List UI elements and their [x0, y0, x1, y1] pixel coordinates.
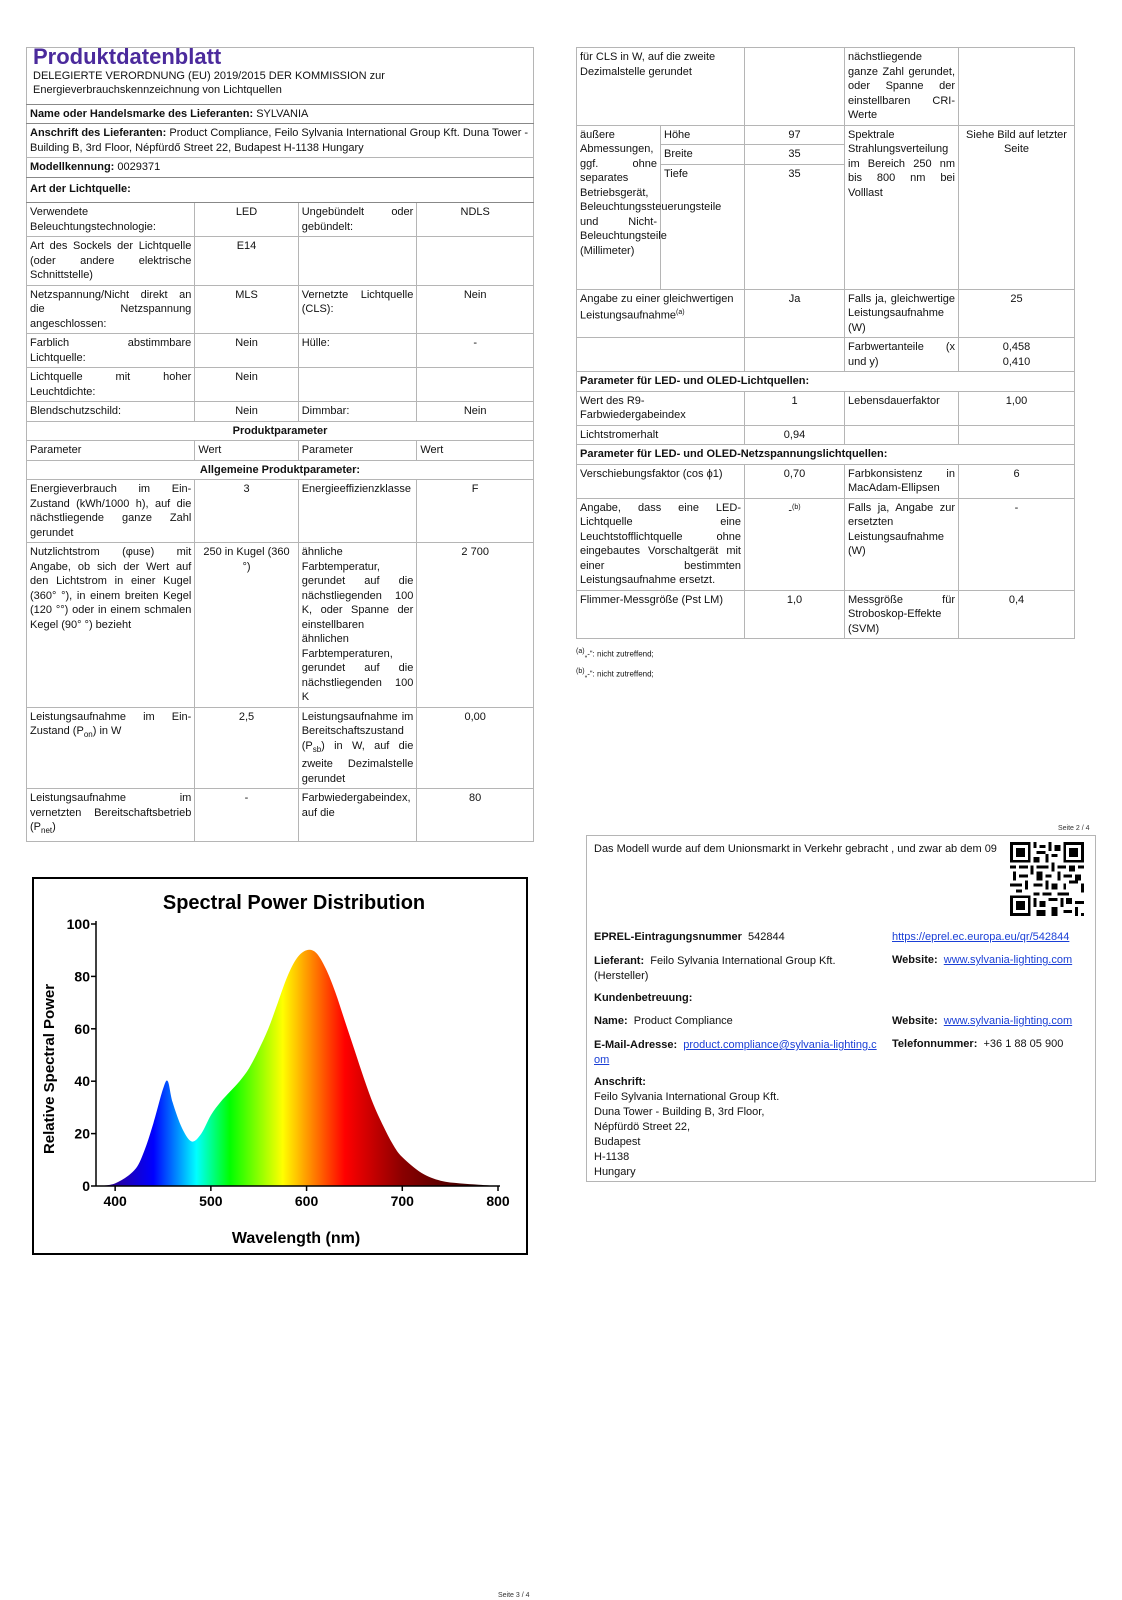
row-value: 1,00: [959, 391, 1075, 425]
row-value: LED: [195, 203, 298, 237]
product-data-table-continued: [576, 47, 1075, 639]
label-text: ) in W: [92, 725, 122, 737]
row-label: Lebensdauerfaktor: [845, 391, 959, 425]
x-tick-label: 800: [486, 1193, 510, 1209]
footnote-a: [576, 643, 1074, 663]
dim-value: 97: [745, 125, 845, 145]
model-label: Modellkennung:: [30, 161, 115, 173]
website-row: [892, 954, 1072, 966]
website-label: Website:: [892, 954, 938, 966]
row-label: Farbwiedergabeindex, auf die: [298, 789, 417, 842]
row-value: 3: [195, 480, 298, 543]
row-value: 6: [959, 464, 1075, 498]
address-line: H-1138: [594, 1151, 630, 1163]
row-value: 0,70: [745, 464, 845, 498]
row-value: Nein: [417, 402, 534, 422]
supplier-address: Product Compliance, Feilo Sylvania International Group Kft. Duna Tower - Building B, 3rd Floor, Népfürdő Street 22, Budapest H-1138 Hungary: [30, 127, 529, 154]
phone-value: +36 1 88 05 900: [983, 1038, 1064, 1050]
address-line: Budapest: [594, 1136, 641, 1148]
dim-name: Höhe: [661, 125, 745, 145]
row-label: Dimmbar:: [298, 402, 417, 422]
address-line: Duna Tower - Building B, 3rd Floor,: [594, 1106, 765, 1118]
row-label: Farbwertanteile (x und y): [845, 338, 959, 372]
dim-value: 35: [745, 164, 845, 289]
x-axis-label: Wavelength (nm): [231, 1230, 361, 1247]
x-tick-label: 600: [294, 1193, 319, 1209]
col-header: Wert: [195, 441, 298, 461]
row-value: 1,0: [745, 590, 845, 639]
row-value: [959, 425, 1075, 445]
param-row: [27, 707, 534, 789]
label-text: ): [52, 821, 56, 834]
row-label: Wert des R9-Farbwiedergabeindex: [577, 391, 745, 425]
row-label: Falls ja, Angabe zur ersetzten Leistungsaufnahme (W): [845, 498, 959, 590]
regulation-text: DELEGIERTE VERORDNUNG (EU) 2019/2015 DER KOMMISSION zur Energieverbrauchskennzeichnung von Lichtquellen: [33, 69, 385, 96]
qr-code-icon[interactable]: [1010, 842, 1084, 916]
replace-row: [577, 498, 1075, 590]
footnote-mark: (a): [576, 648, 585, 655]
name-value: Product Compliance: [633, 1015, 733, 1027]
footnote-b: [576, 663, 1074, 683]
footnote-mark: (b): [576, 667, 585, 675]
r9-row: [577, 391, 1075, 425]
eprel-label: EPREL-Eintragungsnummer: [594, 931, 742, 943]
website2-row: [892, 1015, 1072, 1027]
footnote-mark: (b): [792, 503, 801, 511]
row-value: 0,00: [417, 707, 534, 789]
row-label: für CLS in W, auf die zweite Dezimalstelle gerundet: [577, 48, 745, 126]
page-2: [576, 47, 1074, 682]
row-value: NDLS: [417, 203, 534, 237]
dim-value: 35: [745, 145, 845, 165]
row-label: nächstliegende ganze Zahl gerundet, oder Spanne der einstellbaren CRI-Werte: [845, 48, 959, 126]
chroma-y: 0,410: [1002, 355, 1031, 368]
address-label: Anschrift:: [594, 1076, 646, 1088]
spectral-label: Spektrale Strahlungsverteilung im Bereich 250 nm bis 800 nm bei Volllast: [845, 125, 959, 289]
dims-label: äußere Abmessungen, ggf. ohne separates Betriebsgerät, Beleuchtungssteuerungsteile und Nicht-Beleuchtungsteile (Millimeter): [577, 125, 661, 289]
website2-link[interactable]: www.sylvania-lighting.com: [943, 1015, 1073, 1027]
phone-row: [892, 1038, 1063, 1050]
y-tick-label: 100: [66, 916, 90, 932]
y-tick-label: 80: [74, 968, 90, 985]
row-label: Messgröße für Stroboskop-Effekte (SVM): [845, 590, 959, 639]
website-link[interactable]: www.sylvania-lighting.com: [943, 954, 1073, 966]
y-axis-label: Relative Spectral Power: [41, 983, 58, 1155]
row-label: [298, 368, 417, 402]
footnote-mark: (a): [676, 309, 685, 316]
row-label: Hülle:: [298, 334, 417, 368]
row-value: Nein: [195, 334, 298, 368]
label-sub: net: [41, 826, 53, 836]
row-label: Energieeffizienzklasse: [298, 480, 417, 543]
y-tick-label: 60: [74, 1020, 90, 1037]
x-tick-label: 500: [199, 1193, 223, 1209]
supplier-name: SYLVANIA: [256, 107, 309, 120]
row-value: Nein: [417, 285, 534, 334]
type-row: [27, 203, 534, 237]
type-row: [27, 368, 534, 402]
page-1: [26, 44, 536, 842]
param-row: [27, 543, 534, 708]
label-sub: on: [83, 730, 93, 740]
eprel-row: [594, 931, 785, 943]
dim-name: Breite: [661, 145, 745, 165]
row-value: 250 in Kugel (360 °): [195, 543, 298, 708]
row-label: Energieverbrauch im Ein-Zustand (kWh/1000 h), auf die nächstliegende ganze Zahl gerundet: [27, 480, 195, 543]
row-label: Verwendete Beleuchtungstechnologie:: [27, 203, 195, 237]
col-header: Parameter: [298, 441, 417, 461]
row-label: Vernetzte Lichtquelle (CLS):: [298, 285, 417, 334]
column-headers: [27, 441, 534, 461]
x-tick-label: 700: [390, 1193, 414, 1209]
general-params-header: Allgemeine Produktparameter:: [27, 460, 534, 480]
email-row: [594, 1038, 879, 1068]
supplier-row: [594, 954, 879, 984]
row-label: [298, 237, 417, 286]
name-row: [594, 1015, 733, 1027]
row-label: Farblich abstimmbare Lichtquelle:: [27, 334, 195, 368]
row-value: MLS: [195, 285, 298, 334]
type-row: [27, 334, 534, 368]
market-date-text: Das Modell wurde auf dem Unionsmarkt in Verkehr gebracht , und zwar ab dem 09: [594, 843, 997, 855]
phone-label: Telefonnummer:: [892, 1038, 978, 1050]
row-label: [27, 789, 195, 842]
row-value: F: [417, 480, 534, 543]
label-text: ) in W, auf die zweite Dezimalstelle gerundet: [301, 739, 414, 785]
cos-row: [577, 464, 1075, 498]
row-value: 2,5: [195, 707, 298, 789]
document-title: Produktdatenblatt: [33, 44, 222, 69]
row-value: [745, 48, 845, 126]
cont-row: [577, 48, 1075, 126]
dim-name: Tiefe: [661, 164, 745, 289]
row-label: [845, 425, 959, 445]
value-text: -: [788, 504, 793, 517]
row-label: [577, 338, 745, 372]
label-text: Leistungsaufnahme im Ein-Zustand (P: [30, 710, 192, 737]
flicker-row: [577, 590, 1075, 639]
supplier-name-label: Name oder Handelsmarke des Lieferanten:: [30, 107, 254, 120]
row-value: [417, 237, 534, 286]
row-label: Lichtstromerhalt: [577, 425, 745, 445]
chroma-row: [577, 338, 1075, 372]
supplier-value: Feilo Sylvania International Group Kft. (Hersteller): [594, 955, 836, 982]
supplier-address-label: Anschrift des Lieferanten:: [30, 127, 167, 139]
row-value: [417, 368, 534, 402]
row-label: Netzspannung/Nicht direkt an die Netzspannung angeschlossen:: [27, 285, 195, 334]
eprel-number: 542844: [748, 931, 785, 943]
row-label: Blendschutzschild:: [27, 402, 195, 422]
y-tick-label: 0: [82, 1178, 90, 1194]
row-value: 0,4: [959, 590, 1075, 639]
col-header: Wert: [417, 441, 534, 461]
row-value: 0,94: [745, 425, 845, 445]
dims-row: [577, 125, 1075, 145]
row-label: Flimmer-Messgröße (Pst LM): [577, 590, 745, 639]
label-text: Angabe zu einer gleichwertigen Leistungsaufnahme: [580, 292, 734, 322]
equiv-row: [577, 289, 1075, 338]
footnotes: [576, 643, 1074, 682]
row-value: [745, 498, 845, 590]
supplier-label: Lieferant:: [594, 955, 645, 967]
email-link[interactable]: product.compliance@sylvania-lighting.com: [594, 1039, 877, 1066]
led-params-header: Parameter für LED- und OLED-Lichtquellen:: [577, 372, 1075, 392]
row-label: Verschiebungsfaktor (cos ϕ1): [577, 464, 745, 498]
lumen-row: [577, 425, 1075, 445]
row-value: [959, 48, 1075, 126]
spectral-chart-frame: [32, 877, 528, 1255]
x-tick-label: 400: [103, 1193, 127, 1209]
page-number: Seite 2 / 4: [1058, 825, 1090, 832]
chart-title: Spectral Power Distribution: [162, 892, 426, 914]
row-label: [577, 289, 745, 338]
customer-service-label: Kundenbetreuung:: [594, 992, 693, 1004]
address-line: Hungary: [594, 1166, 636, 1178]
col-header: Parameter: [27, 441, 195, 461]
row-label: [27, 707, 195, 789]
supplier-info-box: [586, 835, 1096, 1182]
row-value: E14: [195, 237, 298, 286]
page-number-last: Seite 3 / 4: [498, 1592, 530, 1599]
chroma-x: 0,458: [1002, 341, 1031, 353]
row-label: Angabe, dass eine LED-Lichtquelle eine Leuchtstofflichtquelle ohne eingebautes Vorschaltgerät mit einer bestimmten Leistungsaufnahme ersetzt.: [577, 498, 745, 590]
row-value: [959, 338, 1075, 372]
model-id: 0029371: [117, 161, 161, 173]
type-row: [27, 237, 534, 286]
label-sub: sb: [312, 744, 322, 754]
row-label: Farbkonsistenz in MacAdam-Ellipsen: [845, 464, 959, 498]
row-label: Nutzlichtstrom (φuse) mit Angabe, ob sich der Wert auf den Lichtstrom in einer Kugel (360° °), in einem breiten Kegel (120 °°) oder in einem schmalen Kegel (90° °) bezieht: [27, 543, 195, 708]
light-source-type-header: Art der Lichtquelle:: [27, 177, 534, 203]
product-data-table: [26, 44, 534, 842]
label-text: Leistungsaufnahme im Bereitschaftszustand (P: [301, 710, 414, 752]
address-block: [594, 1075, 779, 1180]
footnote-text: „-“: nicht zutreffend;: [584, 649, 654, 659]
row-value: -: [417, 334, 534, 368]
row-value: Nein: [195, 402, 298, 422]
row-value: 80: [417, 789, 534, 842]
y-tick-label: 40: [74, 1073, 90, 1090]
address-line: Feilo Sylvania International Group Kft.: [594, 1091, 780, 1103]
row-label: Ungebündelt oder gebündelt:: [298, 203, 417, 237]
row-value: 2 700: [417, 543, 534, 708]
row-value: 1: [745, 391, 845, 425]
label-text: Leistungsaufnahme im vernetzten Bereitschaftsbetrieb (P: [30, 792, 192, 834]
row-value: 25: [959, 289, 1075, 338]
type-row: [27, 402, 534, 422]
spectral-area: [96, 950, 498, 1186]
type-row: [27, 285, 534, 334]
spectral-power-chart: [34, 879, 526, 1253]
row-value: Ja: [745, 289, 845, 338]
row-label: Falls ja, gleichwertige Leistungsaufnahme (W): [845, 289, 959, 338]
y-tick-label: 20: [74, 1125, 90, 1142]
row-value: -: [195, 789, 298, 842]
param-row: [27, 480, 534, 543]
row-label: Lichtquelle mit hoher Leuchtdichte:: [27, 368, 195, 402]
row-label: ähnliche Farbtemperatur, gerundet auf die nächstliegenden 100 K, oder Spanne der einstellbaren ähnlichen Farbtemperaturen, gerundet auf die nächstliegenden 100 K: [298, 543, 417, 708]
footnote-text: „-“: nicht zutreffend;: [584, 669, 654, 679]
name-label: Name:: [594, 1015, 628, 1027]
spectral-value: Siehe Bild auf letzter Seite: [959, 125, 1075, 289]
row-value: Nein: [195, 368, 298, 402]
website2-label: Website:: [892, 1015, 938, 1027]
address-line: Népfürdö Street 22,: [594, 1121, 691, 1133]
param-row: [27, 789, 534, 842]
row-label: Art des Sockels der Lichtquelle (oder andere elektrische Schnittstelle): [27, 237, 195, 286]
mains-params-header: Parameter für LED- und OLED-Netzspannungslichtquellen:: [577, 445, 1075, 465]
eprel-link[interactable]: https://eprel.ec.europa.eu/qr/542844: [892, 931, 1070, 943]
product-params-header: Produktparameter: [27, 421, 534, 441]
row-value: -: [959, 498, 1075, 590]
email-label: E-Mail-Adresse:: [594, 1039, 678, 1051]
row-label: [298, 707, 417, 789]
row-value: [745, 338, 845, 372]
